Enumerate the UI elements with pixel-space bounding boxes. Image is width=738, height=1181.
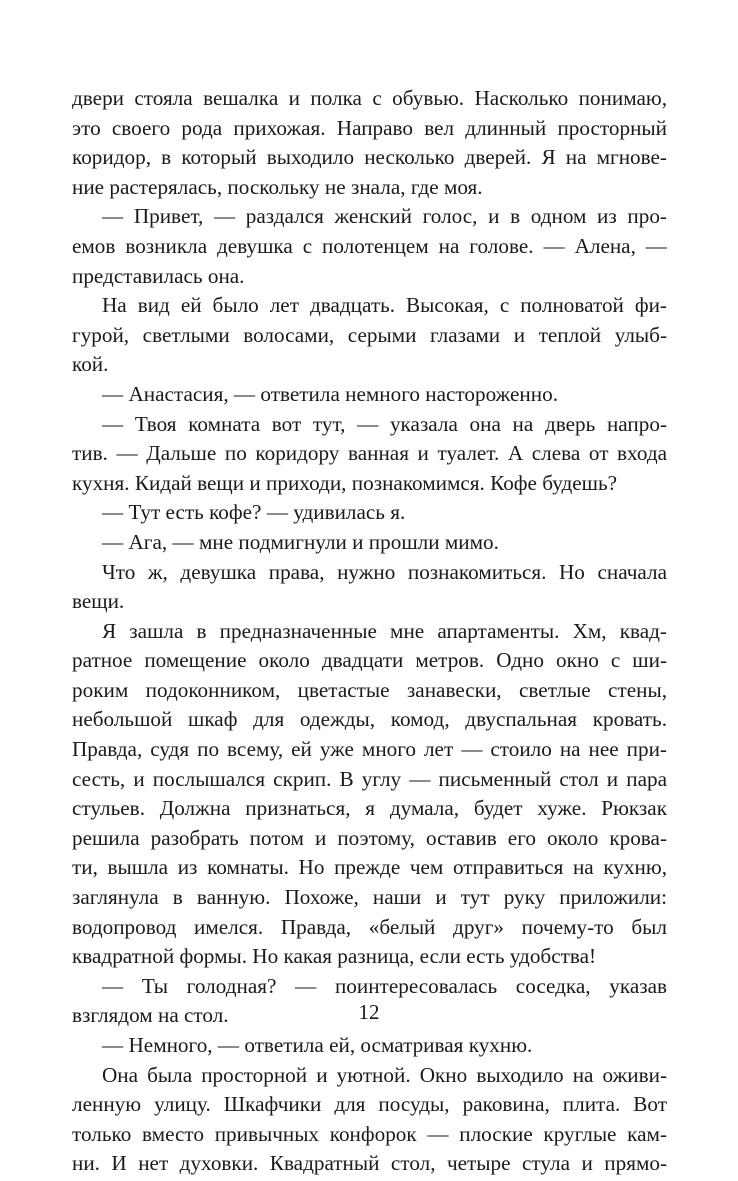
paragraph: [72, 558, 667, 617]
text-line: взглядом на стол.: [72, 1003, 229, 1028]
text-line: водопровод имелся. Правда, «белый друг» почему-то был: [72, 914, 667, 939]
paragraph: [72, 617, 667, 972]
paragraph: [72, 1031, 667, 1061]
text-line: Она была просторной и уютной. Окно выходило на оживи-: [102, 1062, 667, 1087]
text-line: это своего рода прихожая. Направо вел длинный просторный: [72, 115, 667, 140]
text-line: роким подоконником, цветастые занавески, светлые стены,: [72, 677, 667, 702]
paragraph: [72, 84, 667, 202]
text-line: Правда, судя по всему, ей уже много лет — стоило на нее при-: [72, 737, 667, 762]
page-number: 12: [358, 1000, 380, 1024]
text-line: квадратной формы. Но какая разница, если есть удобства!: [72, 944, 597, 969]
text-line: ни. И нет духовки. Квадратный стол, четыре стула и прямо-: [72, 1151, 667, 1176]
text-line: На вид ей было лет двадцать. Высокая, с полноватой фи-: [102, 293, 667, 318]
paragraph: [72, 380, 667, 410]
text-line: коридор, в который выходило несколько дверей. Я на мгнове-: [72, 145, 667, 170]
text-line: кухня. Кидай вещи и приходи, познакомимся. Кофе будешь?: [72, 470, 618, 495]
text-line: небольшой шкаф для одежды, комод, двуспальная кровать.: [72, 707, 667, 732]
text-line: — Твоя комната вот тут, — указала она на дверь напро-: [102, 411, 667, 436]
text-line: Я зашла в предназначенные мне апартаменты. Хм, квад-: [102, 618, 667, 643]
text-line: емов возникла девушка с полотенцем на голове. — Алена, —: [72, 233, 667, 258]
text-line: решила разобрать потом и поэтому, оставив его около крова-: [72, 825, 667, 850]
text-line: — Ты голодная? — поинтересовалась соседка, указав: [102, 973, 667, 998]
paragraph: [72, 498, 667, 528]
text-line: двери стояла вешалка и полка с обувью. Насколько понимаю,: [72, 86, 667, 110]
text-line: заглянула в ванную. Похоже, наши и тут руку приложили:: [72, 885, 667, 910]
text-line: ти, вышла из комнаты. Но прежде чем отправиться на кухню,: [72, 855, 667, 880]
text-line: вещи.: [72, 589, 125, 614]
text-line: — Анастасия, — ответила немного настороженно.: [102, 381, 558, 406]
paragraph: [72, 1061, 667, 1179]
paragraph: [72, 202, 667, 291]
text-line: Что ж, девушка права, нужно познакомиться. Но сначала: [102, 559, 667, 584]
text-line: ленную улицу. Шкафчики для посуды, раковина, плита. Вот: [72, 1092, 667, 1117]
text-line: представилась она.: [72, 263, 245, 288]
text-line: — Привет, — раздался женский голос, и в одном из про-: [102, 204, 667, 229]
text-line: ние растерялась, поскольку не знала, где моя.: [72, 174, 483, 199]
text-line: — Тут есть кофе? — удивилась я.: [102, 500, 406, 525]
text-line: ратное помещение около двадцати метров. Одно окно с ши-: [72, 648, 667, 673]
text-line: стульев. Должна признаться, я думала, будет хуже. Рюкзак: [72, 796, 667, 821]
paragraph: [72, 410, 667, 499]
paragraph: [72, 291, 667, 380]
text-line: кой.: [72, 352, 109, 377]
text-line: сесть, и послышался скрип. В углу — письменный стол и пара: [72, 766, 667, 791]
text-line: — Ага, — мне подмигнули и прошли мимо.: [102, 529, 499, 554]
paragraph: [72, 528, 667, 558]
text-line: гурой, светлыми волосами, серыми глазами и теплой улыб-: [72, 322, 667, 347]
text-line: только вместо привычных конфорок — плоские круглые кам-: [72, 1121, 667, 1146]
text-line: — Немного, — ответила ей, осматривая кухню.: [102, 1033, 533, 1057]
text-line: тив. — Дальше по коридору ванная и туалет. А слева от входа: [72, 441, 667, 466]
